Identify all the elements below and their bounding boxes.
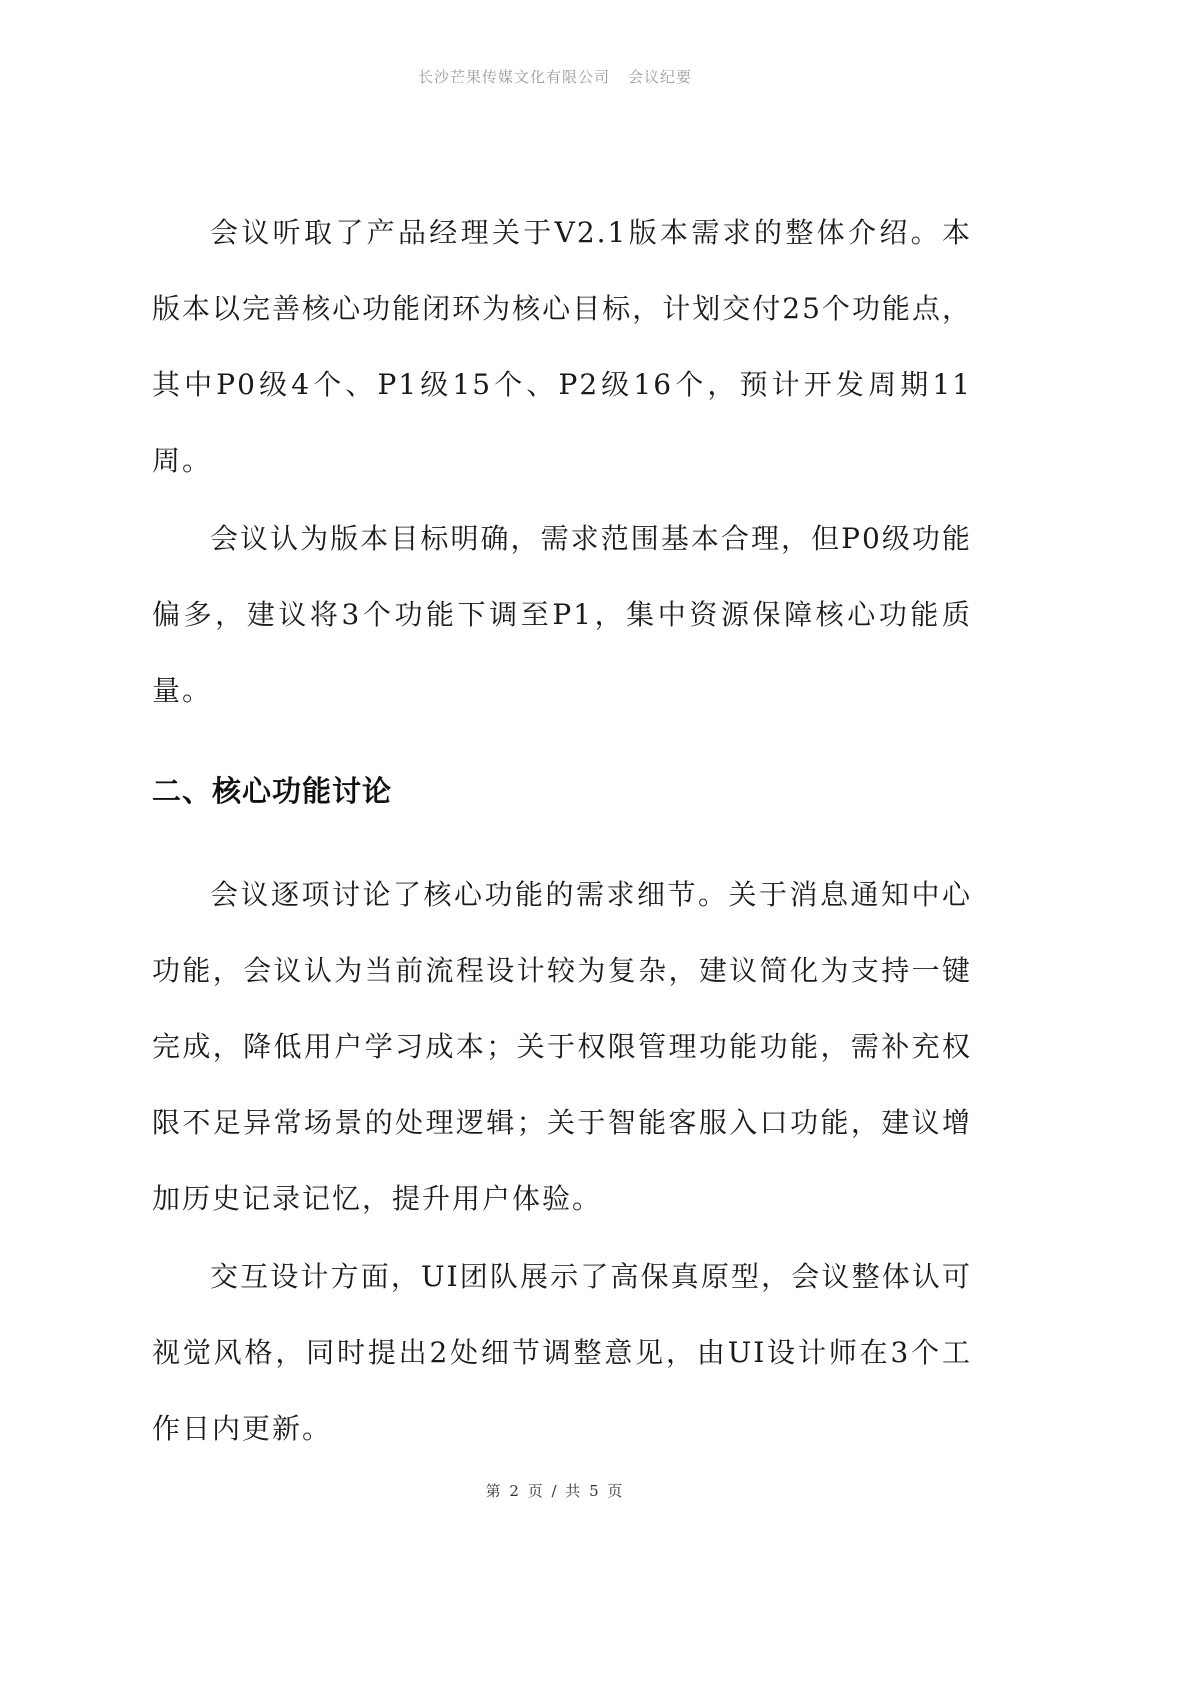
body-paragraph: 会议逐项讨论了核心功能的需求细节。关于消息通知中心功能，会议认为当前流程设计较为复杂，建议简化为支持一键完成，降低用户学习成本；关于权限管理功能功能，需补充权限不足异常场景的处理逻辑；关于智能客服入口功能，建议增加历史记录记忆，提升用户体验。 [152, 878, 972, 1215]
body-paragraph: 交互设计方面，UI团队展示了高保真原型，会议整体认可视觉风格，同时提出2处细节调整意见，由UI设计师在3个工作日内更新。 [152, 1260, 972, 1445]
page-number: 第 2 页 / 共 5 页 [485, 1482, 625, 1500]
body-paragraph: 会议听取了产品经理关于V2.1版本需求的整体介绍。本版本以完善核心功能闭环为核心目标，计划交付25个功能点，其中P0级4个、P1级15个、P2级16个，预计开发周期11周。 [152, 216, 972, 477]
document-body [152, 195, 972, 1467]
section-heading: 二、核心功能讨论 [152, 774, 393, 808]
header-company: 长沙芒果传媒文化有限公司 [417, 68, 610, 86]
body-paragraph: 会议认为版本目标明确，需求范围基本合理，但P0级功能偏多，建议将3个功能下调至P1，集中资源保障核心功能质量。 [152, 522, 972, 707]
header-doc-type: 会议纪要 [628, 68, 693, 86]
running-header [0, 66, 1110, 87]
